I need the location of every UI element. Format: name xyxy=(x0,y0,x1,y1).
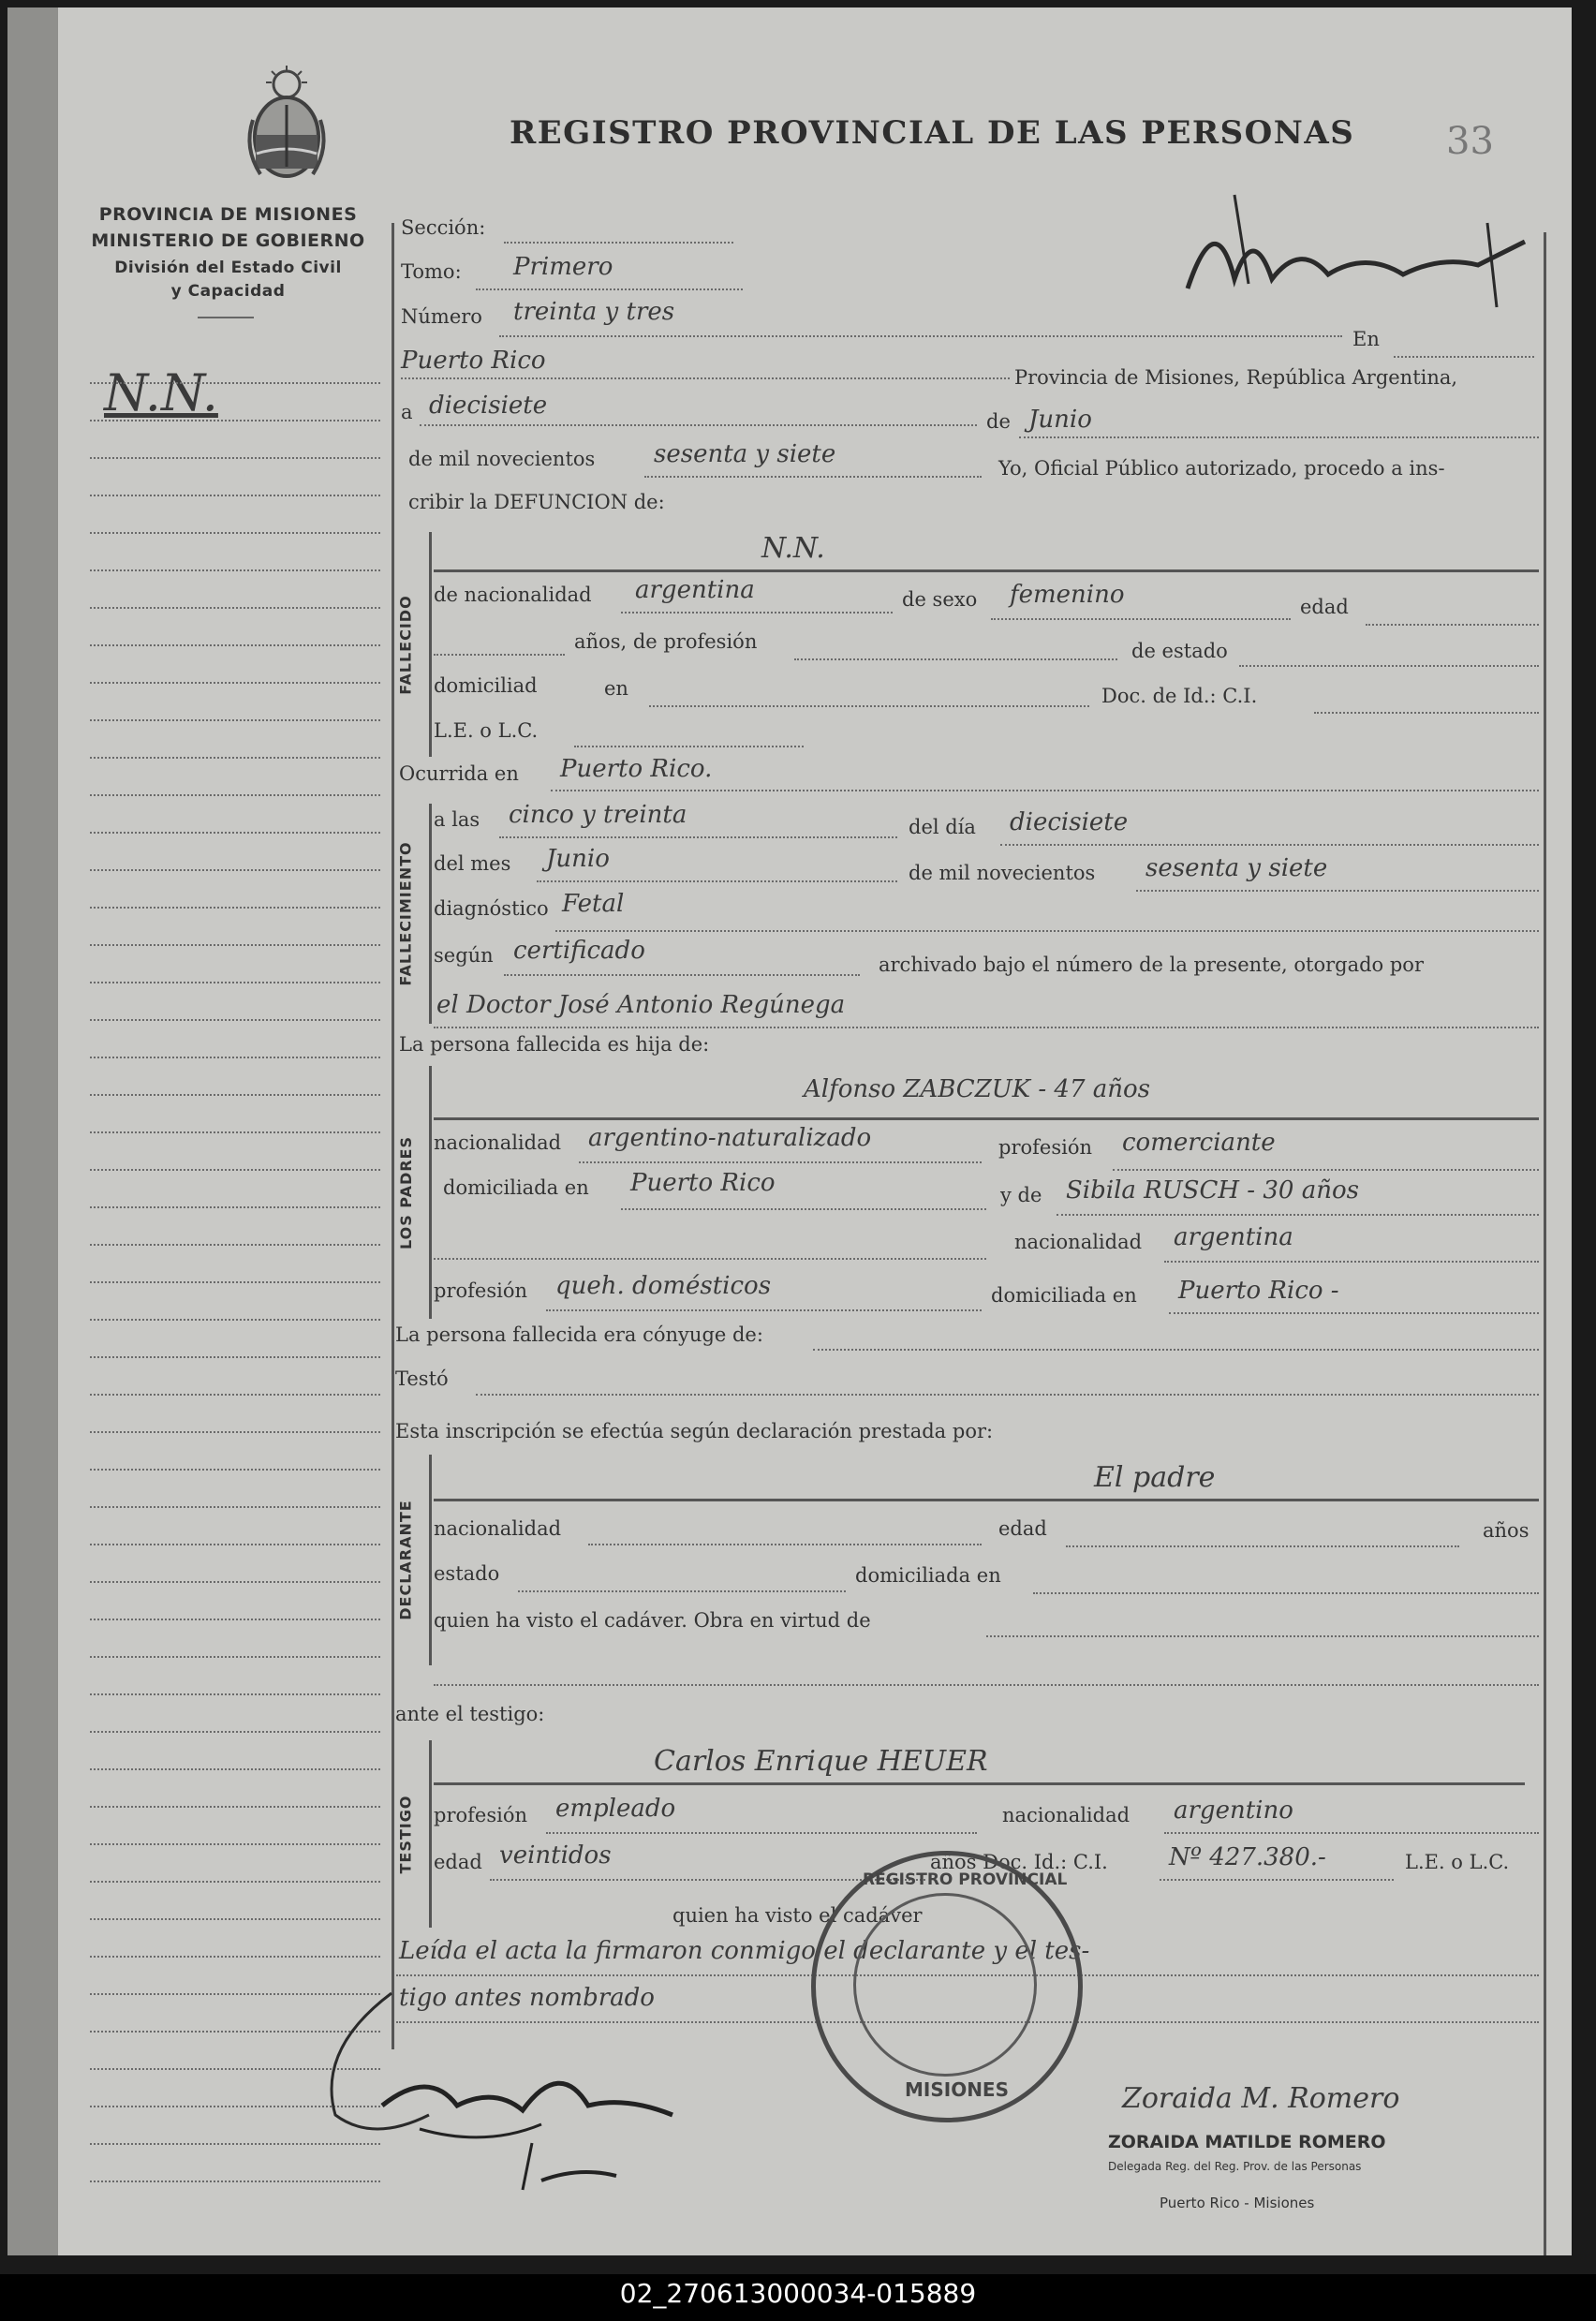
testigo-nacionalidad-label: nacionalidad xyxy=(1002,1804,1130,1826)
padre-domicilio-value: Puerto Rico xyxy=(630,1169,776,1197)
segun-value: certificado xyxy=(513,937,645,965)
margin-rule-line xyxy=(90,1244,380,1246)
domiciliad-label: domiciliad xyxy=(434,674,538,697)
testigo-profesion-label: profesión xyxy=(434,1804,527,1826)
estado-label: de estado xyxy=(1131,640,1228,662)
inscribir-label: cribir la DEFUNCION de: xyxy=(408,491,665,513)
madre-domicilio-line xyxy=(1169,1312,1539,1314)
madre-nombre: Sibila RUSCH - 30 años xyxy=(1066,1176,1359,1205)
testigo-edad-value: veintidos xyxy=(499,1841,612,1870)
testigo-edad-label: edad xyxy=(434,1851,482,1873)
edad-line xyxy=(1366,624,1539,626)
ante-label: ante el testigo: xyxy=(395,1703,545,1725)
sexo-label: de sexo xyxy=(902,588,978,611)
nacionalidad-label: de nacionalidad xyxy=(434,584,592,606)
margin-rule-line xyxy=(90,495,380,496)
declarante-section-label: DECLARANTE xyxy=(396,1500,415,1620)
hora-value: cinco y treinta xyxy=(509,801,687,829)
margin-rule-line xyxy=(90,1768,380,1770)
lugar-line xyxy=(401,377,1010,379)
doc-line xyxy=(1314,712,1539,714)
header-ministry: MINISTERIO DE GOBIERNO xyxy=(91,230,365,251)
declarante-edad-line xyxy=(1066,1545,1459,1547)
margin-rule-line xyxy=(90,832,380,834)
tomo-line xyxy=(476,288,743,290)
padre-profesion-value: comerciante xyxy=(1122,1129,1276,1157)
segun-line xyxy=(504,974,860,976)
fallecimiento-anio-value: sesenta y siete xyxy=(1145,854,1328,882)
registrar-title: Delegada Reg. del Reg. Prov. de las Personas xyxy=(1108,2160,1362,2173)
testigo-le-label: L.E. o L.C. xyxy=(1405,1851,1510,1873)
y-de-label: y de xyxy=(1000,1184,1042,1206)
margin-rule-line xyxy=(90,1206,380,1208)
margin-rule-line xyxy=(90,982,380,983)
testo-label: Testó xyxy=(395,1367,449,1390)
header-capacidad: y Capacidad xyxy=(170,282,286,301)
margin-rule-line xyxy=(90,644,380,646)
margin-rule-line xyxy=(90,719,380,721)
padre-profesion-line xyxy=(1113,1169,1539,1171)
margin-rule-line xyxy=(90,1693,380,1695)
stamp-bottom-text: MISIONES xyxy=(905,2078,1009,2101)
anio-label: de mil novecientos xyxy=(408,448,596,470)
profesion-line xyxy=(794,658,1117,660)
conyuge-label: La persona fallecida era cónyuge de: xyxy=(395,1323,763,1346)
archivado-label: archivado bajo el número de la presente, otorgado por xyxy=(879,954,1424,976)
le-label: L.E. o L.C. xyxy=(434,719,539,742)
padre-nacionalidad-value: argentino-naturalizado xyxy=(588,1124,872,1152)
witness-signatures-icon xyxy=(298,1974,860,2199)
lugar-value: Puerto Rico xyxy=(401,347,546,375)
margin-rule-line xyxy=(90,907,380,909)
fallecimiento-dia-line xyxy=(1000,844,1539,846)
hora-line xyxy=(499,836,897,838)
margin-rule-line xyxy=(90,1506,380,1508)
tomo-label: Tomo: xyxy=(401,260,462,283)
numero-line xyxy=(499,335,1342,337)
en-line xyxy=(1394,356,1534,358)
margin-rule-line xyxy=(90,1656,380,1658)
declarante-edad-label: edad xyxy=(998,1517,1047,1540)
margin-rule-line xyxy=(90,1469,380,1471)
margin-rule-line xyxy=(90,1731,380,1733)
madre-nacionalidad-value: argentina xyxy=(1174,1223,1293,1251)
testo-line xyxy=(476,1394,1539,1396)
fallecido-nombre-line xyxy=(434,569,1539,572)
madre-profesion-value: queh. domésticos xyxy=(555,1272,772,1300)
declarante-domicilio-line xyxy=(1033,1592,1539,1594)
segun-label: según xyxy=(434,944,494,967)
seccion-line xyxy=(504,242,733,244)
medico-value: el Doctor José Antonio Regúnega xyxy=(436,991,846,1019)
fallecimiento-dia-value: diecisiete xyxy=(1010,808,1129,836)
registrar-signature-icon xyxy=(1178,185,1534,317)
fallecimiento-mes-line xyxy=(537,880,897,882)
margin-rule-line xyxy=(90,569,380,571)
testigo-nombre-line xyxy=(434,1782,1525,1785)
padre-nacionalidad-label: nacionalidad xyxy=(434,1131,562,1154)
ocurrida-value: Puerto Rico. xyxy=(560,755,713,783)
declarante-nombre-line xyxy=(434,1499,1539,1501)
sexo-value: femenino xyxy=(1010,581,1125,609)
declarante-virtud-line xyxy=(986,1635,1539,1637)
madre-profesion-line xyxy=(546,1309,982,1311)
declaracion-label: Esta inscripción se efectúa según declaración prestada por: xyxy=(395,1420,994,1442)
nacionalidad-line xyxy=(621,612,893,614)
declarante-nacionalidad-label: nacionalidad xyxy=(434,1517,562,1540)
testigo-nacionalidad-line xyxy=(1164,1832,1539,1834)
madre-domicilio-value: Puerto Rico - xyxy=(1178,1277,1339,1305)
mes-line xyxy=(1019,436,1539,438)
anios-label: años, de profesión xyxy=(574,630,758,653)
declarante-extra-line xyxy=(434,1684,1539,1686)
madre-nacionalidad-label: nacionalidad xyxy=(1014,1231,1143,1253)
header-underline xyxy=(198,317,254,318)
folio-number: 33 xyxy=(1446,120,1494,163)
testigo-section-label: TESTIGO xyxy=(396,1795,415,1873)
seccion-label: Sección: xyxy=(401,216,486,239)
declarante-domicilio-label: domiciliada en xyxy=(855,1564,1001,1587)
declarante-nacionalidad-line xyxy=(588,1544,982,1545)
a-label: a xyxy=(401,401,413,423)
margin-note: N.N. xyxy=(104,363,218,422)
margin-rule-line xyxy=(90,1843,380,1845)
testigo-ci-line xyxy=(1160,1879,1394,1881)
coat-of-arms-icon xyxy=(240,64,333,185)
tomo-value: Primero xyxy=(513,253,613,281)
doc-label: Doc. de Id.: C.I. xyxy=(1101,685,1258,707)
book-spine xyxy=(7,7,58,2255)
fallecimiento-anio-line xyxy=(1136,890,1539,892)
margin-rule-line xyxy=(90,1394,380,1396)
margin-rule-line xyxy=(90,757,380,759)
margin-rule-line xyxy=(90,1319,380,1321)
registrar-printed-name: ZORAIDA MATILDE ROMERO xyxy=(1108,2132,1386,2152)
en-label: En xyxy=(1352,328,1380,350)
margin-rule-line xyxy=(90,420,380,421)
header-province: PROVINCIA DE MISIONES xyxy=(98,204,358,225)
margin-rule-line xyxy=(90,1131,380,1133)
fallecimiento-section-label: FALLECIMIENTO xyxy=(396,841,415,986)
padre-nombre: Alfonso ZABCZUK - 47 años xyxy=(804,1075,1151,1103)
leida-line2: tigo antes nombrado xyxy=(399,1984,655,2012)
registrar-place: Puerto Rico - Misiones xyxy=(1160,2195,1315,2211)
testigo-edad-line xyxy=(490,1879,925,1881)
document-page xyxy=(7,7,1572,2255)
medico-line xyxy=(434,1027,1539,1028)
margin-rule-line xyxy=(90,1806,380,1808)
margin-rule-line xyxy=(90,1057,380,1058)
ocurrida-label: Ocurrida en xyxy=(399,762,519,785)
anio-value: sesenta y siete xyxy=(654,440,836,468)
fallecido-section-label: FALLECIDO xyxy=(396,594,415,695)
margin-rule-line xyxy=(90,1169,380,1171)
madre-profesion-label: profesión xyxy=(434,1279,527,1302)
margin-rule-line xyxy=(90,682,380,684)
padre-nombre-line xyxy=(434,1117,1539,1120)
margin-rule-line xyxy=(90,794,380,796)
madre-nombre-line xyxy=(1057,1214,1539,1216)
madre-domicilio-label: domiciliada en xyxy=(991,1284,1137,1307)
margin-rule-line xyxy=(90,869,380,871)
diagnostico-label: diagnóstico xyxy=(434,897,549,920)
del-dia-label: del día xyxy=(909,816,976,838)
padres-blank-line xyxy=(434,1258,986,1260)
conyuge-line xyxy=(813,1349,1539,1351)
image-identifier: 02_270613000034-015889 xyxy=(619,2278,977,2309)
nacionalidad-value: argentina xyxy=(635,576,755,604)
oficial-label: Yo, Oficial Público autorizado, procedo a ins- xyxy=(998,457,1445,480)
testigo-profesion-value: empleado xyxy=(555,1795,676,1823)
declarante-estado-label: estado xyxy=(434,1562,500,1585)
margin-rule-line xyxy=(90,1619,380,1620)
fallecimiento-anio-label: de mil novecientos xyxy=(909,862,1096,884)
hija-label: La persona fallecida es hija de: xyxy=(399,1033,710,1056)
anios-line xyxy=(434,654,565,656)
margin-rule-line xyxy=(90,944,380,946)
testigo-ci-value: Nº 427.380.- xyxy=(1169,1843,1326,1871)
diagnostico-line xyxy=(555,930,1539,932)
document-title: REGISTRO PROVINCIAL DE LAS PERSONAS xyxy=(510,114,1355,152)
dia-line xyxy=(420,424,977,426)
ocurrida-line xyxy=(551,790,1539,791)
official-stamp-inner xyxy=(853,1893,1037,2077)
numero-label: Número xyxy=(401,305,482,328)
header-division: División del Estado Civil xyxy=(114,259,342,277)
padre-domicilio-label: domiciliada en xyxy=(443,1176,589,1199)
declarante-nombre: El padre xyxy=(1094,1461,1216,1494)
testigo-anios-label: años Doc. Id.: C.I. xyxy=(930,1851,1108,1873)
padre-domicilio-line xyxy=(621,1208,986,1210)
declarante-anios-label: años xyxy=(1483,1519,1530,1542)
margin-rule-line xyxy=(90,1356,380,1358)
testigo-profesion-line xyxy=(546,1832,977,1834)
margin-rule-line xyxy=(90,1431,380,1433)
form-right-border xyxy=(1544,232,1546,2255)
margin-rule-line xyxy=(90,1581,380,1583)
margin-rule-line xyxy=(90,607,380,609)
leida-line1: Leída el acta la firmaron conmigo el declarante y el tes- xyxy=(399,1937,1090,1965)
numero-value: treinta y tres xyxy=(513,298,675,326)
stamp-top-text: REGISTRO PROVINCIAL xyxy=(863,1870,1068,1889)
anio-line xyxy=(644,476,982,478)
registrar-signature: Zoraida M. Romero xyxy=(1122,2082,1400,2115)
margin-rule-line xyxy=(90,1544,380,1545)
testigo-visto-label: quien ha visto el cadáver xyxy=(672,1904,923,1927)
padres-section-label: LOS PADRES xyxy=(396,1135,415,1249)
margin-rule-line xyxy=(90,1281,380,1283)
margin-rule-line xyxy=(90,1918,380,1920)
domicilio-en-label: en xyxy=(604,677,628,700)
edad-label: edad xyxy=(1300,596,1349,618)
a-las-label: a las xyxy=(434,808,480,831)
testigo-nacionalidad-value: argentino xyxy=(1174,1796,1293,1825)
margin-rule-line xyxy=(90,1019,380,1021)
fallecimiento-mes-value: Junio xyxy=(546,845,610,873)
le-line xyxy=(574,746,804,747)
del-mes-label: del mes xyxy=(434,852,511,875)
padre-nacionalidad-line xyxy=(579,1161,982,1163)
margin-rule-line xyxy=(90,532,380,534)
fallecido-nombre: N.N. xyxy=(761,532,825,565)
sexo-line xyxy=(991,618,1291,620)
declarante-visto-label: quien ha visto el cadáver. Obra en virtud de xyxy=(434,1609,871,1632)
de-label: de xyxy=(986,410,1011,433)
margin-column xyxy=(62,7,394,2255)
padre-profesion-label: profesión xyxy=(998,1136,1092,1159)
declarante-estado-line xyxy=(518,1590,846,1592)
margin-rule-line xyxy=(90,457,380,459)
margin-rule-line xyxy=(90,1094,380,1096)
margin-rule-line xyxy=(90,1956,380,1958)
estado-line xyxy=(1239,665,1539,667)
mes-value: Junio xyxy=(1028,406,1092,434)
provincia-label: Provincia de Misiones, República Argentina, xyxy=(1014,366,1458,389)
margin-rule-line xyxy=(90,1881,380,1883)
margin-rule-line xyxy=(90,382,380,384)
madre-nacionalidad-line xyxy=(1164,1261,1539,1263)
diagnostico-value: Fetal xyxy=(562,890,625,918)
dia-value: diecisiete xyxy=(429,392,548,420)
testigo-nombre: Carlos Enrique HEUER xyxy=(654,1745,988,1778)
domicilio-line xyxy=(649,705,1089,707)
